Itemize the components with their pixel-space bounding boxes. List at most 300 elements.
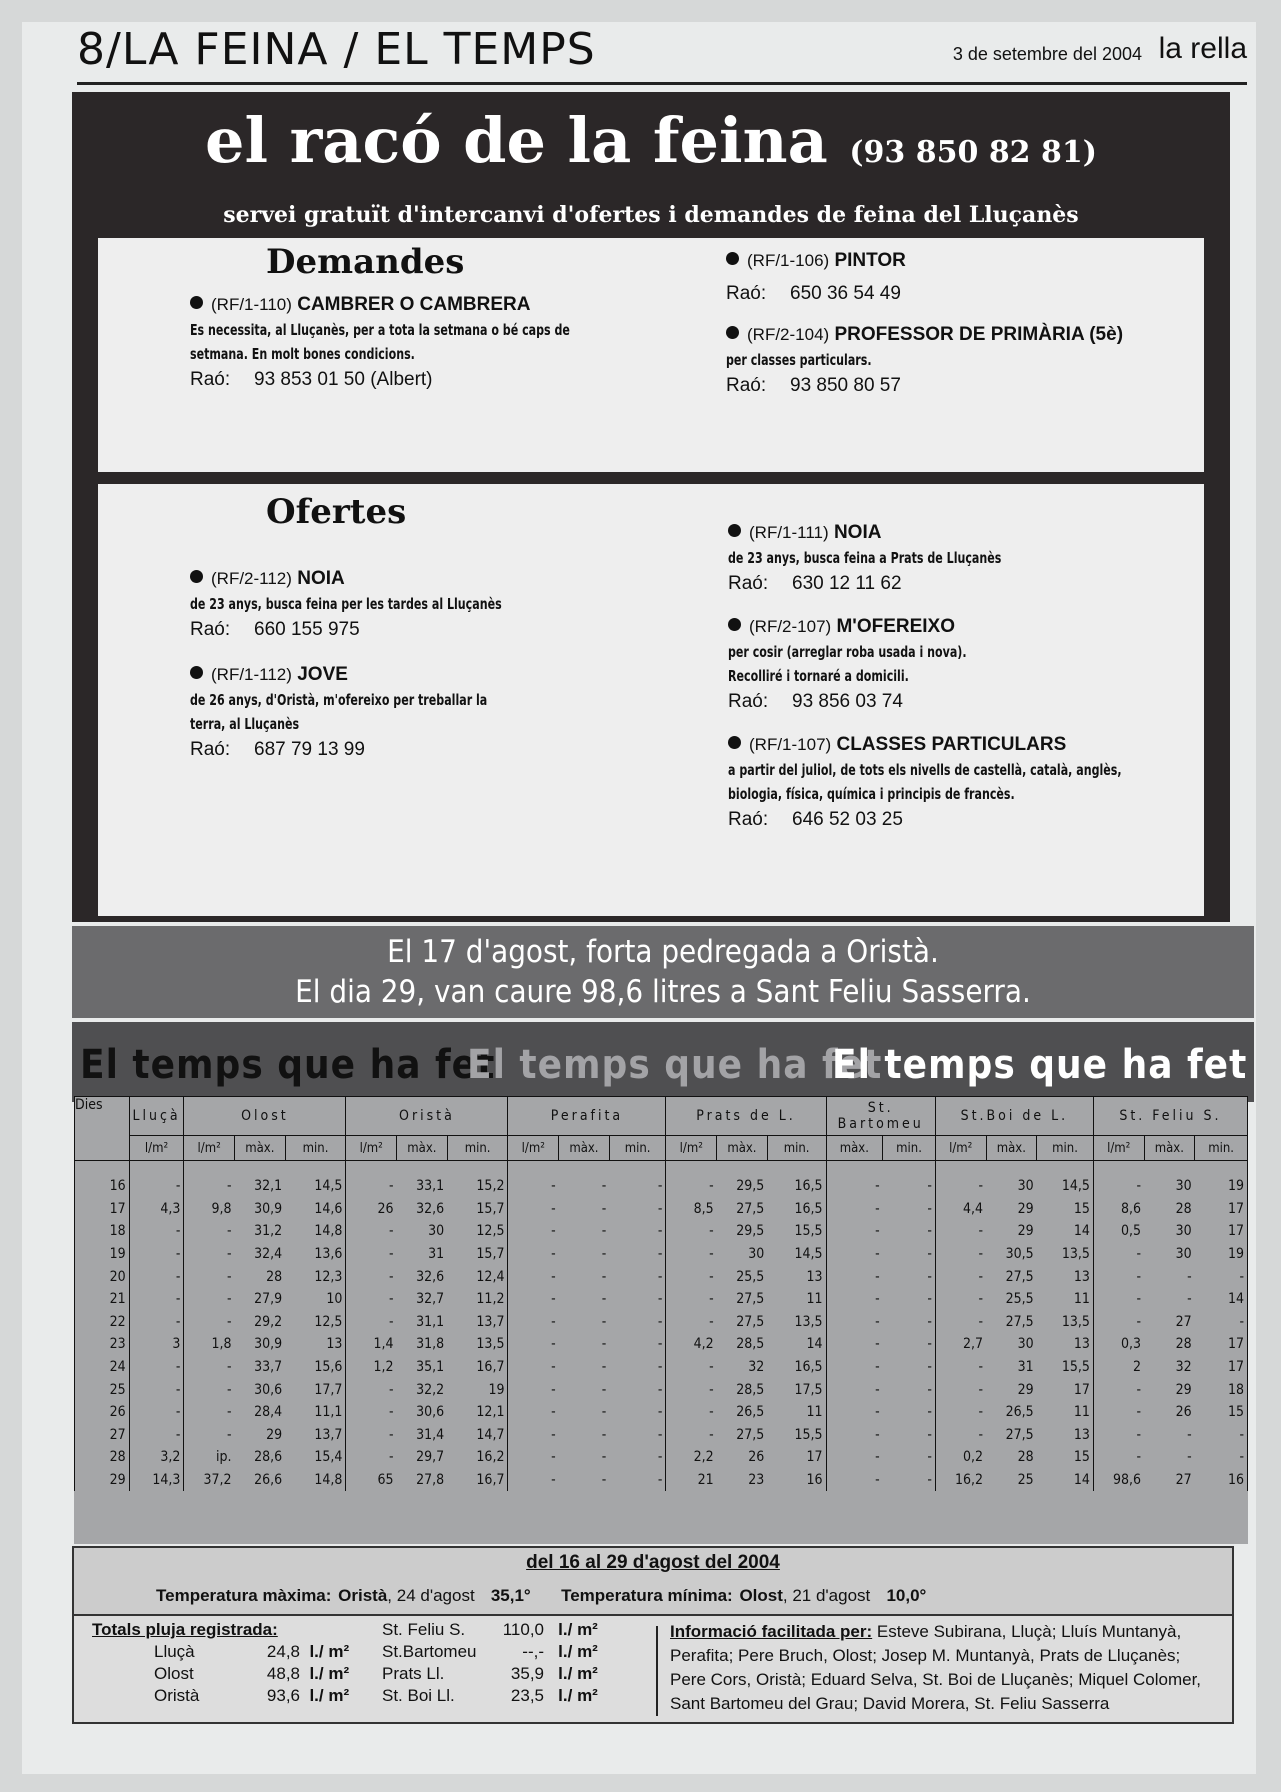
value-cell: 21 — [666, 1469, 717, 1492]
value-cell: 14,8 — [285, 1469, 346, 1492]
job-phone: 660 155 975 — [254, 619, 360, 640]
value-cell: 14,5 — [1037, 1161, 1094, 1198]
value-cell: - — [129, 1243, 184, 1266]
value-cell: 29 — [1017, 1381, 1034, 1398]
min-place: Olost — [739, 1586, 783, 1605]
value-cell: - — [1187, 1268, 1192, 1285]
value-cell: 9,8 — [184, 1198, 235, 1221]
value-cell: 25 — [1017, 1472, 1034, 1489]
value-cell: 30 — [1017, 1336, 1034, 1353]
value-cell: 37,2 — [184, 1469, 235, 1492]
table-row — [75, 1220, 1248, 1243]
value-cell: 28 — [1175, 1336, 1192, 1353]
value-cell: - — [826, 1446, 883, 1469]
value-cell: - — [346, 1161, 397, 1198]
value-cell: - — [129, 1401, 184, 1424]
value-cell: - — [609, 1424, 666, 1447]
value-cell: - — [508, 1356, 559, 1379]
value-cell: 30 — [1175, 1223, 1192, 1240]
job-title: CAMBRER O CAMBRERA — [297, 294, 531, 315]
value-cell: 11 — [1037, 1401, 1094, 1424]
value-cell: - — [609, 1220, 666, 1243]
value-cell: 16,7 — [447, 1469, 508, 1492]
value-cell: - — [935, 1220, 986, 1243]
unit-header: l/m² — [1093, 1136, 1144, 1161]
value-cell: - — [666, 1243, 717, 1266]
value-cell: - — [508, 1401, 559, 1424]
value-cell: 13 — [1037, 1333, 1094, 1356]
value-cell: - — [1093, 1161, 1144, 1198]
weather-table — [74, 1096, 1248, 1491]
value-cell: 13,5 — [447, 1333, 508, 1356]
day-cell: 22 — [75, 1311, 130, 1334]
value-cell: 27,5 — [1005, 1268, 1034, 1285]
ofertes-col-right — [728, 520, 1178, 848]
value-cell: - — [609, 1401, 666, 1424]
value-cell: 8,5 — [666, 1198, 717, 1221]
value-cell: 28 — [266, 1268, 283, 1285]
station-header: Prats de L. — [666, 1097, 826, 1136]
value-cell: 14,7 — [447, 1424, 508, 1447]
station-header: Lluçà — [129, 1097, 184, 1136]
demandes-box — [98, 238, 1204, 472]
job-title: JOVE — [297, 664, 348, 685]
value-cell: 15,5 — [1037, 1356, 1094, 1379]
value-cell: 30 — [1175, 1178, 1192, 1195]
value-cell: - — [1195, 1265, 1248, 1288]
value-cell: 31,2 — [254, 1223, 283, 1240]
value-cell: 31,8 — [416, 1336, 445, 1353]
value-cell: 17 — [1195, 1333, 1248, 1356]
jobs-section — [72, 92, 1230, 922]
value-cell: 32,4 — [254, 1246, 283, 1263]
value-cell: 30,6 — [416, 1404, 445, 1421]
value-cell: 1,8 — [184, 1333, 235, 1356]
value-cell: 29,7 — [416, 1449, 445, 1466]
value-cell: 13 — [1037, 1265, 1094, 1288]
value-cell: - — [1093, 1378, 1144, 1401]
job-phone: 93 853 01 50 (Albert) — [254, 369, 433, 390]
job-phone: 630 12 11 62 — [792, 573, 902, 594]
value-cell: 31 — [1017, 1359, 1034, 1376]
unit-header: màx. — [235, 1136, 286, 1161]
unit-header: l/m² — [184, 1136, 235, 1161]
value-cell: 17 — [767, 1446, 826, 1469]
value-cell: - — [883, 1161, 936, 1198]
value-cell: 4,2 — [666, 1333, 717, 1356]
bullet-icon — [190, 296, 203, 309]
bullet-icon — [728, 524, 741, 537]
value-cell: - — [826, 1311, 883, 1334]
value-cell: - — [883, 1356, 936, 1379]
job-title: M'OFEREIXO — [836, 616, 955, 637]
value-cell: - — [601, 1200, 607, 1217]
value-cell: - — [508, 1198, 559, 1221]
value-cell: - — [826, 1424, 883, 1447]
job-title: NOIA — [833, 522, 882, 543]
value-cell: - — [601, 1291, 607, 1308]
credits-heading: Informació facilitada per: — [670, 1622, 873, 1641]
ofertes-box — [98, 484, 1204, 916]
newspaper-page — [22, 22, 1256, 1774]
bullet-icon — [190, 666, 203, 679]
value-cell: 27,5 — [736, 1291, 765, 1308]
value-cell: - — [609, 1311, 666, 1334]
value-cell: - — [935, 1424, 986, 1447]
jobs-phone: (93 850 82 81) — [849, 135, 1097, 170]
value-cell: 13,7 — [447, 1311, 508, 1334]
value-cell: - — [508, 1161, 559, 1198]
table-row — [75, 1356, 1248, 1379]
value-cell: - — [184, 1424, 235, 1447]
value-cell: - — [609, 1446, 666, 1469]
value-cell: 17,5 — [767, 1378, 826, 1401]
value-cell: 14 — [1195, 1288, 1248, 1311]
value-cell: - — [601, 1268, 607, 1285]
value-cell: - — [1093, 1446, 1144, 1469]
value-cell: - — [129, 1424, 184, 1447]
value-cell: 30,9 — [254, 1336, 283, 1353]
value-cell: - — [508, 1265, 559, 1288]
bullet-icon — [728, 736, 741, 749]
value-cell: - — [346, 1446, 397, 1469]
value-cell: 2,2 — [666, 1446, 717, 1469]
value-cell: - — [129, 1220, 184, 1243]
value-cell: 29 — [1175, 1381, 1192, 1398]
value-cell: 11 — [767, 1288, 826, 1311]
value-cell: - — [826, 1469, 883, 1492]
value-cell: 16 — [767, 1469, 826, 1492]
value-cell: 32,7 — [416, 1291, 445, 1308]
value-cell: - — [935, 1378, 986, 1401]
job-phone: 93 850 80 57 — [790, 375, 901, 396]
value-cell: - — [666, 1311, 717, 1334]
value-cell: 98,6 — [1093, 1469, 1144, 1492]
section-title: 8/LA FEINA / EL TEMPS — [77, 24, 596, 75]
value-cell: 15 — [1037, 1198, 1094, 1221]
value-cell: 27,5 — [1005, 1313, 1034, 1330]
value-cell: 27,5 — [736, 1313, 765, 1330]
value-cell: 32,2 — [416, 1381, 445, 1398]
value-cell: 26 — [748, 1449, 765, 1466]
value-cell: - — [1195, 1446, 1248, 1469]
value-cell: - — [129, 1288, 184, 1311]
value-cell: 19 — [1195, 1161, 1248, 1198]
value-cell: - — [666, 1265, 717, 1288]
day-cell: 26 — [75, 1401, 130, 1424]
value-cell: - — [601, 1313, 607, 1330]
value-cell: 13,6 — [285, 1243, 346, 1266]
value-cell: - — [1195, 1311, 1248, 1334]
value-cell: 26,5 — [1005, 1404, 1034, 1421]
value-cell: - — [826, 1333, 883, 1356]
value-cell: - — [601, 1449, 607, 1466]
job-phone: 93 856 03 74 — [792, 691, 903, 712]
value-cell: 11 — [767, 1401, 826, 1424]
value-cell: - — [935, 1311, 986, 1334]
value-cell: - — [508, 1446, 559, 1469]
value-cell: 15,6 — [285, 1356, 346, 1379]
value-cell: - — [1093, 1265, 1144, 1288]
job-item: (RF/1-112) JOVE de 26 anys, d'Oristà, m'ofereixo per treballar la terra, al Lluçanès Raó: 687 79 13 99 — [190, 662, 630, 764]
value-cell: - — [1187, 1426, 1192, 1443]
value-cell: - — [601, 1381, 607, 1398]
value-cell: - — [508, 1311, 559, 1334]
table-row — [75, 1424, 1248, 1447]
value-cell: 29 — [1017, 1223, 1034, 1240]
value-cell: 11 — [1037, 1288, 1094, 1311]
value-cell: 12,4 — [447, 1265, 508, 1288]
value-cell: - — [883, 1333, 936, 1356]
value-cell: 17 — [1195, 1356, 1248, 1379]
value-cell: - — [666, 1356, 717, 1379]
table-row — [75, 1401, 1248, 1424]
value-cell: - — [129, 1378, 184, 1401]
value-cell: 14,5 — [285, 1161, 346, 1198]
value-cell: 31,4 — [416, 1426, 445, 1443]
weather-title-repeat: El temps que ha fet — [832, 1042, 1248, 1088]
value-cell: 28,5 — [736, 1381, 765, 1398]
day-cell: 25 — [75, 1378, 130, 1401]
job-desc: Es necessita, al Lluçanès, per a tota la setmana o bé caps de setmana. En molt bones condicions. — [190, 321, 570, 363]
rain-total-row: St. Boi Ll. 23,5 l./ m² — [382, 1686, 598, 1705]
value-cell: 4,4 — [935, 1198, 986, 1221]
value-cell: 29,5 — [736, 1178, 765, 1195]
headline-line-2: El dia 29, van caure 98,6 litres a Sant Feliu Sasserra. — [295, 974, 1031, 1010]
value-cell: 30 — [1175, 1246, 1192, 1263]
value-cell: 16,5 — [767, 1161, 826, 1198]
value-cell: 27 — [1175, 1472, 1192, 1489]
value-cell: 16,7 — [447, 1356, 508, 1379]
period-summary — [72, 1546, 1234, 1616]
value-cell: 13 — [285, 1333, 346, 1356]
value-cell: 15,5 — [767, 1220, 826, 1243]
value-cell: - — [1195, 1424, 1248, 1447]
value-cell: 30,5 — [1005, 1246, 1034, 1263]
table-row — [75, 1288, 1248, 1311]
value-cell: 35,1 — [416, 1359, 445, 1376]
value-cell: 28,6 — [254, 1449, 283, 1466]
value-cell: - — [609, 1378, 666, 1401]
unit-header: l/m² — [935, 1136, 986, 1161]
value-cell: 32 — [1175, 1359, 1192, 1376]
value-cell: 28 — [1175, 1200, 1192, 1217]
value-cell: 11,1 — [285, 1401, 346, 1424]
station-header: St.Boi de L. — [935, 1097, 1093, 1136]
value-cell: 33,7 — [254, 1359, 283, 1376]
value-cell: - — [935, 1265, 986, 1288]
value-cell: - — [609, 1265, 666, 1288]
station-header: Oristà — [346, 1097, 508, 1136]
value-cell: 29,2 — [254, 1313, 283, 1330]
value-cell: 16 — [1195, 1469, 1248, 1492]
table-row — [75, 1161, 1248, 1198]
value-cell: 27,8 — [416, 1472, 445, 1489]
value-cell: - — [129, 1311, 184, 1334]
unit-header: màx. — [1144, 1136, 1195, 1161]
bullet-icon — [190, 570, 203, 583]
value-cell: 17,7 — [285, 1378, 346, 1401]
value-cell: - — [508, 1288, 559, 1311]
value-cell: - — [826, 1243, 883, 1266]
ofertes-col-left — [190, 566, 630, 778]
value-cell: - — [1093, 1288, 1144, 1311]
value-cell: 0,2 — [935, 1446, 986, 1469]
value-cell: 25,5 — [736, 1268, 765, 1285]
value-cell: 13,5 — [1037, 1243, 1094, 1266]
unit-header: l/m² — [666, 1136, 717, 1161]
value-cell: 65 — [346, 1469, 397, 1492]
value-cell: - — [883, 1469, 936, 1492]
value-cell: - — [826, 1220, 883, 1243]
day-cell: 27 — [75, 1424, 130, 1447]
divider — [656, 1626, 658, 1716]
table-row — [75, 1469, 1248, 1492]
value-cell: - — [184, 1161, 235, 1198]
value-cell: - — [508, 1243, 559, 1266]
jobs-subtitle: servei gratuït d'intercanvi d'ofertes i demandes de feina del Lluçanès — [223, 202, 1079, 228]
value-cell: 17 — [1037, 1378, 1094, 1401]
day-cell: 21 — [75, 1288, 130, 1311]
unit-header: màx. — [397, 1136, 448, 1161]
value-cell: 14,6 — [285, 1198, 346, 1221]
value-cell: - — [666, 1288, 717, 1311]
value-cell: - — [666, 1220, 717, 1243]
value-cell: - — [883, 1243, 936, 1266]
credits — [670, 1620, 1220, 1716]
value-cell: - — [609, 1243, 666, 1266]
value-cell: - — [184, 1401, 235, 1424]
value-cell: 32 — [748, 1359, 765, 1376]
value-cell: - — [935, 1288, 986, 1311]
value-cell: 31 — [428, 1246, 445, 1263]
value-cell: - — [508, 1378, 559, 1401]
value-cell: 28,5 — [736, 1336, 765, 1353]
value-cell: - — [601, 1336, 607, 1353]
table-row — [75, 1333, 1248, 1356]
value-cell: - — [508, 1424, 559, 1447]
value-cell: - — [129, 1161, 184, 1198]
value-cell: - — [883, 1288, 936, 1311]
value-cell: - — [883, 1401, 936, 1424]
value-cell: 18 — [1195, 1378, 1248, 1401]
value-cell: - — [883, 1265, 936, 1288]
value-cell: - — [826, 1161, 883, 1198]
rain-total-row: St.Bartomeu --,- l./ m² — [382, 1642, 598, 1661]
day-cell: 23 — [75, 1333, 130, 1356]
value-cell: 27,5 — [736, 1200, 765, 1217]
unit-header: l/m² — [346, 1136, 397, 1161]
station-header: Olost — [184, 1097, 346, 1136]
value-cell: 12,1 — [447, 1401, 508, 1424]
value-cell: 0,3 — [1093, 1333, 1144, 1356]
value-cell: 14,5 — [767, 1243, 826, 1266]
value-cell: 15 — [1195, 1401, 1248, 1424]
value-cell: - — [184, 1243, 235, 1266]
day-cell: 18 — [75, 1220, 130, 1243]
weather-title-repeat: El temps que ha fet — [467, 1042, 883, 1088]
value-cell: - — [346, 1265, 397, 1288]
value-cell: - — [346, 1378, 397, 1401]
value-cell: - — [826, 1288, 883, 1311]
weather-table-body — [75, 1161, 1248, 1492]
dies-header: Dies — [75, 1097, 130, 1161]
value-cell: 31,1 — [416, 1313, 445, 1330]
job-item: (RF/1-106) PINTOR Raó: 650 36 54 49 — [726, 250, 906, 304]
value-cell: - — [184, 1220, 235, 1243]
value-cell: 3,2 — [129, 1446, 184, 1469]
value-cell: 13,5 — [767, 1311, 826, 1334]
value-cell: 16,2 — [447, 1446, 508, 1469]
value-cell: - — [883, 1424, 936, 1447]
day-cell: 24 — [75, 1356, 130, 1379]
value-cell: - — [184, 1378, 235, 1401]
job-item: (RF/1-107) CLASSES PARTICULARS a partir del juliol, de tots els nivells de castellà, català, anglès, biologia, física, química i principis de francès. Raó: 646 52 03 25 — [728, 732, 1178, 834]
value-cell: - — [601, 1178, 607, 1195]
day-cell: 17 — [75, 1198, 130, 1221]
value-cell: 30 — [1017, 1178, 1034, 1195]
value-cell: - — [184, 1288, 235, 1311]
job-desc: a partir del juliol, de tots els nivells de castellà, català, anglès, biologia, física, química i principis de francès. — [728, 761, 1122, 803]
value-cell: 32,6 — [416, 1268, 445, 1285]
unit-header: min. — [447, 1136, 508, 1161]
value-cell: 4,3 — [129, 1198, 184, 1221]
value-cell: 13,5 — [1037, 1311, 1094, 1334]
value-cell: - — [935, 1401, 986, 1424]
value-cell: 12,5 — [285, 1311, 346, 1334]
unit-header: min. — [767, 1136, 826, 1161]
value-cell: - — [1093, 1243, 1144, 1266]
value-cell: 26,6 — [254, 1472, 283, 1489]
value-cell: - — [601, 1426, 607, 1443]
value-cell: 0,5 — [1093, 1220, 1144, 1243]
value-cell: - — [601, 1223, 607, 1240]
value-cell: 33,1 — [416, 1178, 445, 1195]
demandes-col-right — [726, 248, 1166, 414]
value-cell: - — [346, 1311, 397, 1334]
value-cell: 12,3 — [285, 1265, 346, 1288]
value-cell: - — [1187, 1291, 1192, 1308]
value-cell: 25,5 — [1005, 1291, 1034, 1308]
jobs-title-text: el racó de la feina — [205, 104, 828, 177]
value-cell: - — [666, 1424, 717, 1447]
value-cell: 29,5 — [736, 1223, 765, 1240]
value-cell: - — [883, 1378, 936, 1401]
value-cell: 14 — [1037, 1469, 1094, 1492]
value-cell: - — [184, 1356, 235, 1379]
value-cell: 15,5 — [767, 1424, 826, 1447]
bullet-icon — [726, 326, 739, 339]
value-cell: 12,5 — [447, 1220, 508, 1243]
value-cell: 26 — [1175, 1404, 1192, 1421]
value-cell: - — [609, 1161, 666, 1198]
value-cell: 14,8 — [285, 1220, 346, 1243]
value-cell: - — [129, 1356, 184, 1379]
value-cell: - — [666, 1378, 717, 1401]
value-cell: - — [601, 1472, 607, 1489]
job-item: (RF/2-112) NOIA de 23 anys, busca feina per les tardes al Lluçanès Raó: 660 155 975 — [190, 566, 630, 644]
value-cell: 30,9 — [254, 1200, 283, 1217]
value-cell: - — [883, 1220, 936, 1243]
rain-total-row: St. Feliu S. 110,0 l./ m² — [382, 1620, 598, 1639]
unit-header: min. — [1037, 1136, 1094, 1161]
value-cell: - — [826, 1356, 883, 1379]
brand-name: la rella — [1158, 32, 1247, 65]
value-cell: 30,6 — [254, 1381, 283, 1398]
value-cell: - — [601, 1404, 607, 1421]
value-cell: - — [508, 1333, 559, 1356]
value-cell: - — [609, 1356, 666, 1379]
